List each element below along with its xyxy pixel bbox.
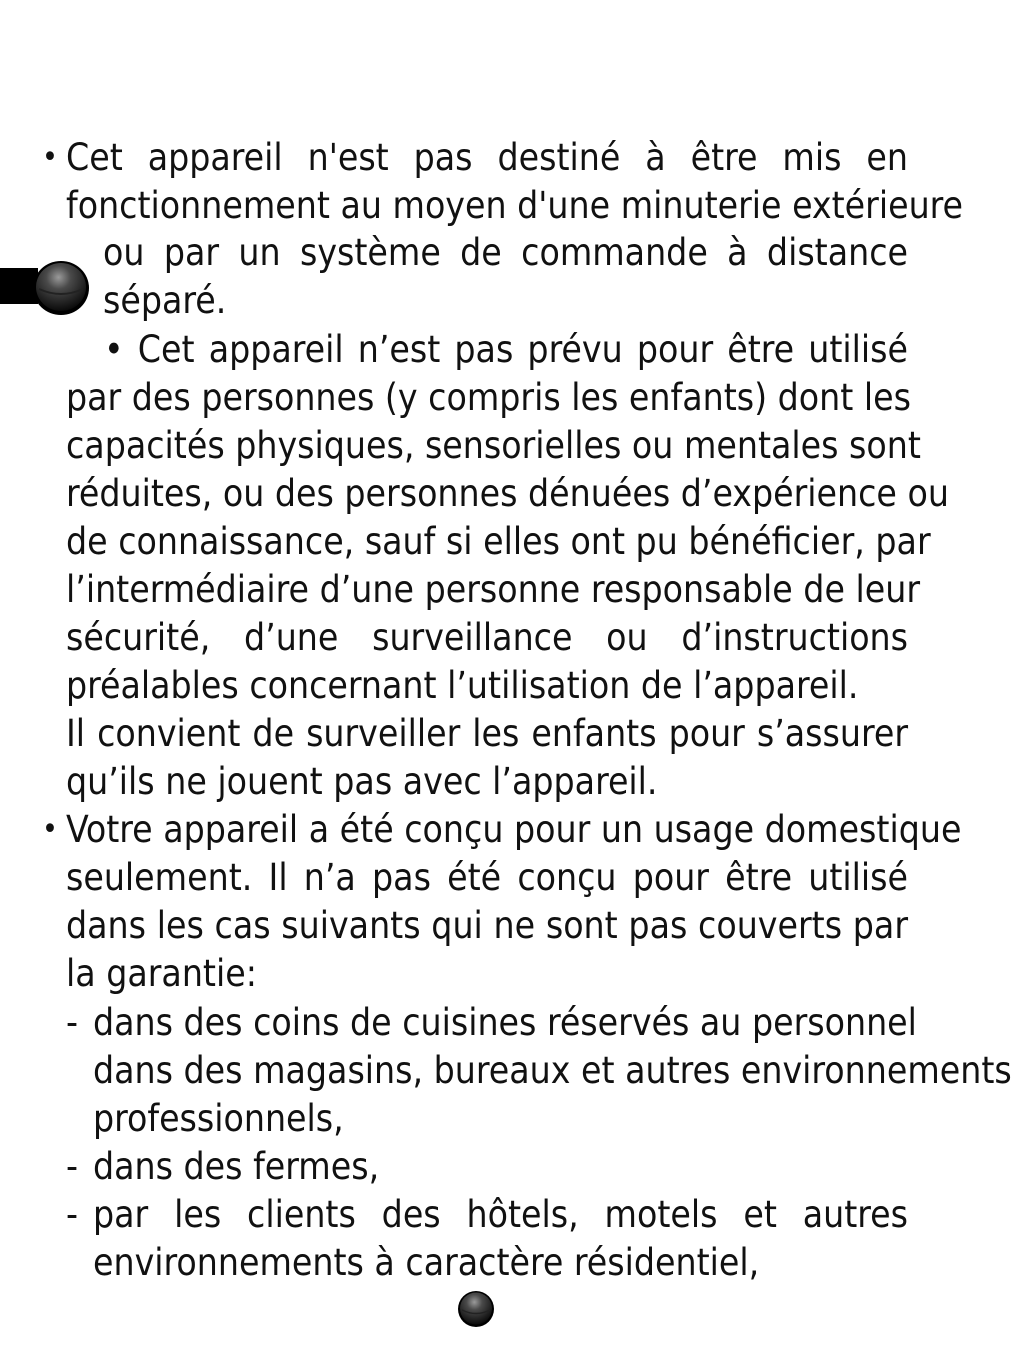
text-line: capacités physiques, sensorielles ou mentales sont	[66, 424, 921, 467]
list-item-line: environnements à caractère résidentiel,	[93, 1241, 760, 1284]
knob-icon	[31, 259, 91, 317]
text-line: seulement. Il n’a pas été conçu pour être utilisé	[66, 856, 908, 899]
list-item-line: professionnels,	[93, 1097, 344, 1140]
list-dash: -	[66, 1193, 79, 1236]
text-line: préalables concernant l’utilisation de l’appareil.	[66, 664, 859, 707]
list-dash: -	[66, 1145, 79, 1188]
list-dash: -	[66, 1001, 79, 1044]
text-line: l’intermédiaire d’une personne responsable de leur	[66, 568, 921, 611]
text-line: • Cet appareil n’est pas prévu pour être utilisé	[104, 328, 908, 371]
list-item-line: dans des magasins, bureaux et autres environnements	[93, 1049, 1012, 1092]
text-line: Cet appareil n'est pas destiné à être mis en	[66, 136, 908, 179]
text-line: Votre appareil a été conçu pour un usage domestique	[66, 808, 962, 851]
text-line: Il convient de surveiller les enfants pour s’assurer	[66, 712, 908, 755]
list-item-line: dans des coins de cuisines réservés au personnel	[93, 1001, 917, 1044]
text-line: séparé.	[103, 279, 227, 322]
text-line: ou par un système de commande à distance	[103, 231, 908, 274]
text-line: sécurité, d’une surveillance ou d’instructions	[66, 616, 908, 659]
knob-icon	[457, 1290, 495, 1328]
bullet-marker: •	[42, 140, 58, 175]
text-line: dans les cas suivants qui ne sont pas couverts par	[66, 904, 908, 947]
text-line: fonctionnement au moyen d'une minuterie extérieure	[66, 184, 964, 227]
bullet-marker: •	[42, 812, 58, 847]
list-item-line: dans des fermes,	[93, 1145, 380, 1188]
text-line: par des personnes (y compris les enfants) dont les	[66, 376, 911, 419]
text-line: de connaissance, sauf si elles ont pu bénéficier, par	[66, 520, 931, 563]
text-line: qu’ils ne jouent pas avec l’appareil.	[66, 760, 658, 803]
text-line: la garantie:	[66, 952, 257, 995]
list-item-line: par les clients des hôtels, motels et autres	[93, 1193, 908, 1236]
text-line: réduites, ou des personnes dénuées d’expérience ou	[66, 472, 949, 515]
